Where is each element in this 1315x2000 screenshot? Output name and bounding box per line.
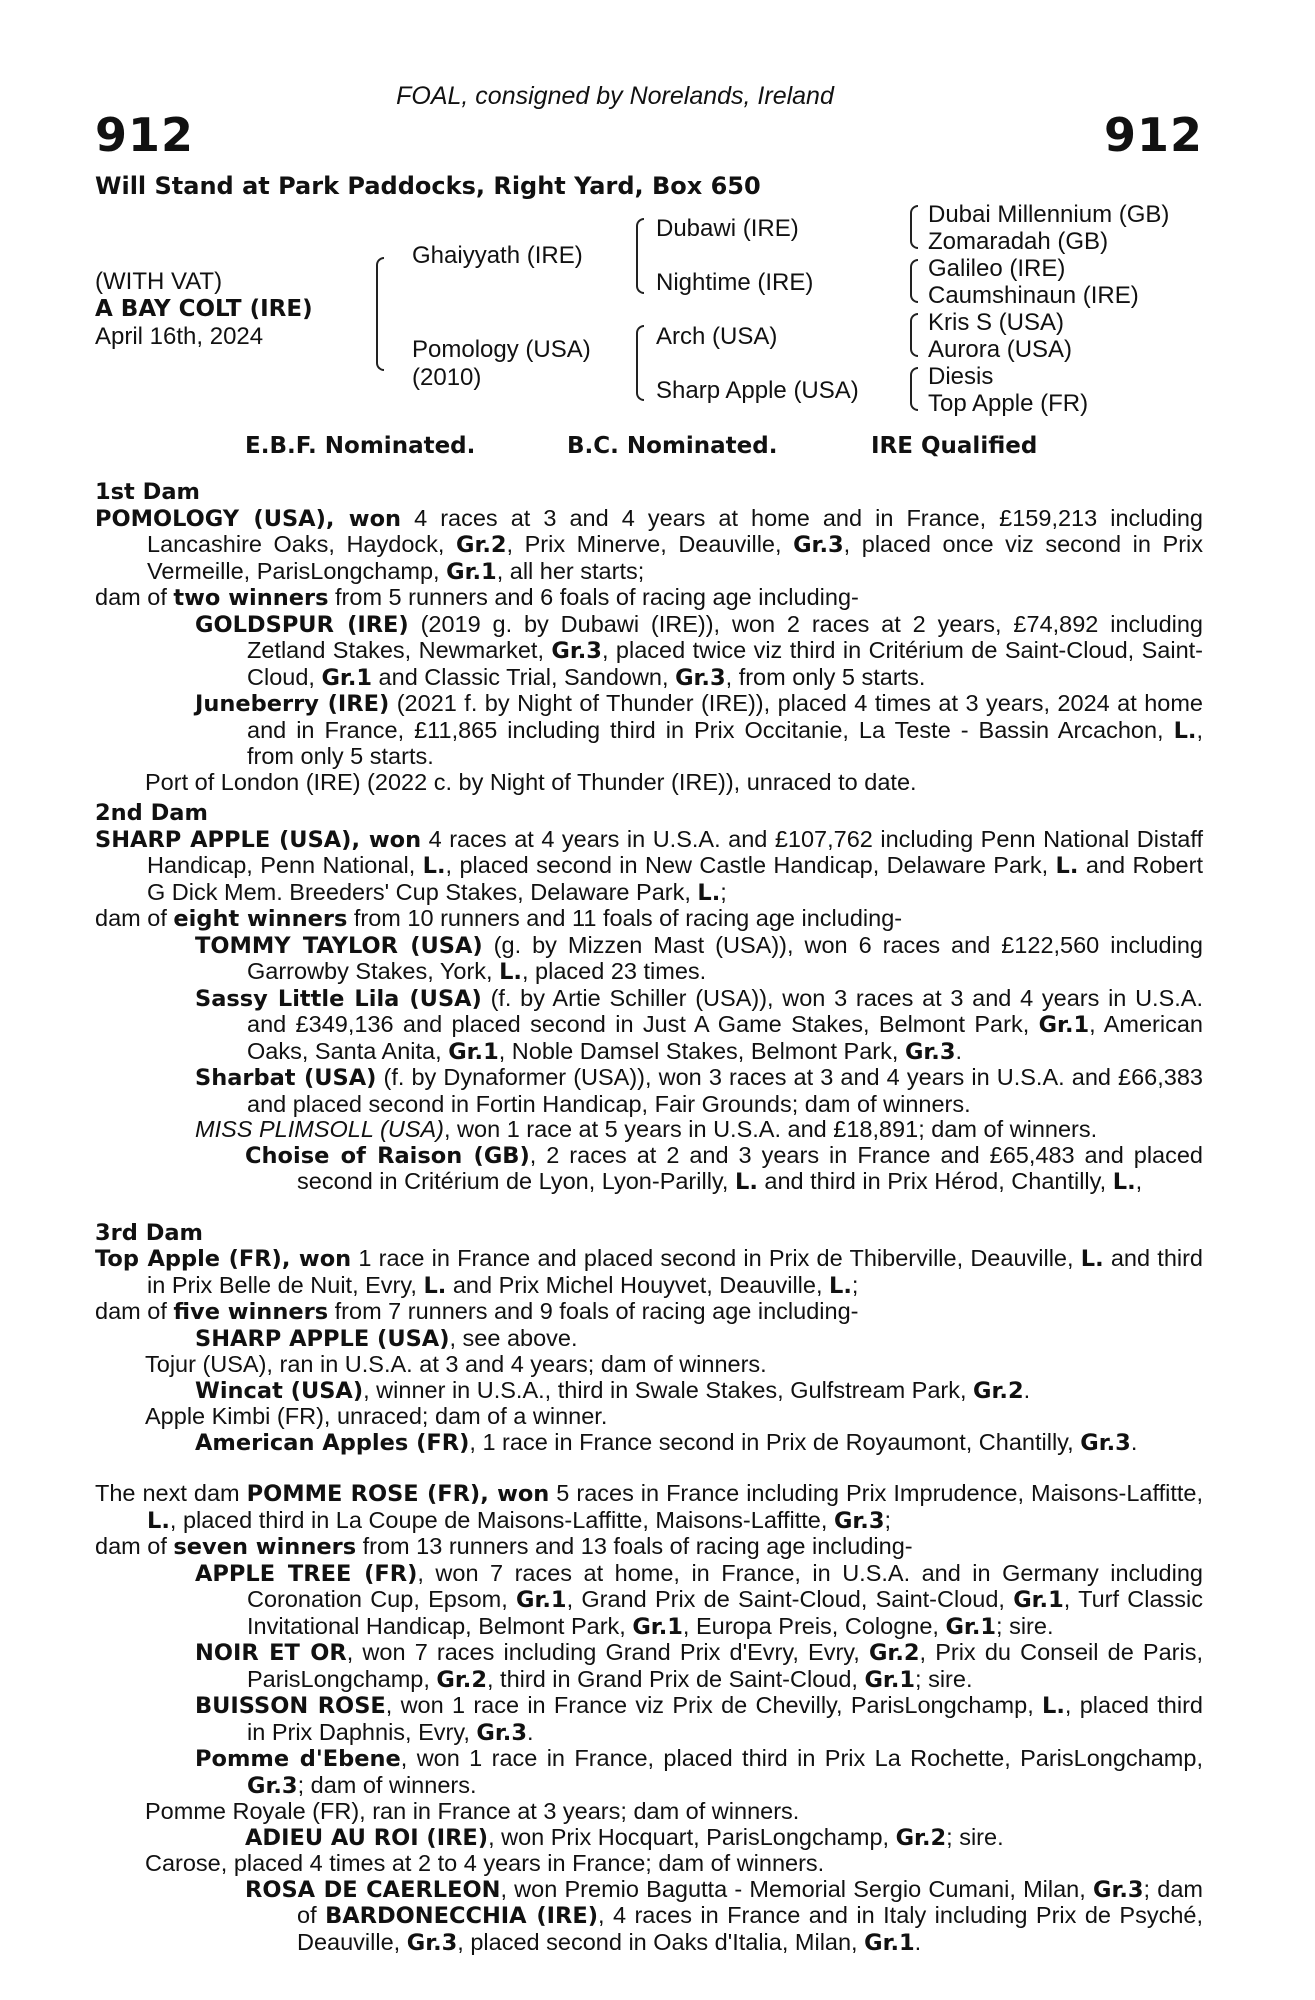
section-heading-3rd-dam: 3rd Dam	[95, 1219, 203, 1246]
produce-sharp-apple: SHARP APPLE (USA), see above.	[195, 1324, 578, 1352]
produce-pomme-debene: Pomme d'Ebene, won 1 race in France, placed third in Prix La Rochette, ParisLongchamp, Gr.3; dam of winners.	[195, 1745, 1203, 1799]
first-dam-produce-summary: dam of two winners from 5 runners and 6 foals of racing age including-	[95, 584, 859, 611]
first-dam-name: POMOLOGY (USA)	[95, 505, 326, 532]
pedigree-brace-2b	[636, 325, 644, 401]
ancestor-1: Dubai Millennium (GB)	[928, 201, 1170, 228]
lot-number-right: 912	[1103, 108, 1203, 162]
foaling-date: April 16th, 2024	[95, 323, 264, 350]
sire-name: Ghaiyyath (IRE)	[412, 242, 583, 269]
third-dam-record: Top Apple (FR), won 1 race in France and placed second in Prix de Thiberville, Deauville, L. and third in Prix Belle de Nuit, Evry, L. and Prix Michel Houyvet, Deauville, L.;	[95, 1245, 1203, 1299]
produce-choise-of-raison: Choise of Raison (GB), 2 races at 2 and 3 years in France and £65,483 and placed second in Critérium de Lyon, Lyon-Parilly, L. and third in Prix Hérod, Chantilly, L.,	[245, 1141, 1203, 1195]
produce-rosa-de-caerleon: ROSA DE CAERLEON, won Premio Bagutta - Memorial Sergio Cumani, Milan, Gr.3; dam of BARDONECCHIA (IRE), 4 races in France and in Italy including Prix de Psyché, Deauville, Gr.3, placed second in Oaks d'Italia, Milan, Gr.1.	[245, 1875, 1203, 1956]
dam-name: Pomology (USA)	[412, 336, 591, 363]
fourth-dam-record: The next dam POMME ROSE (FR), won 5 races in France including Prix Imprudence, Maisons-Laffitte, L., placed third in La Coupe de Maisons-Laffitte, Maisons-Laffitte, Gr.3;	[95, 1480, 1203, 1534]
produce-pomme-royale: Pomme Royale (FR), ran in France at 3 years; dam of winners.	[145, 1798, 800, 1824]
stand-location: Will Stand at Park Paddocks, Right Yard, Box 650	[95, 172, 761, 200]
ancestor-7: Diesis	[928, 363, 994, 390]
sire-dam-name: Nightime (IRE)	[656, 269, 814, 296]
ancestor-2: Zomaradah (GB)	[928, 228, 1109, 255]
second-dam-produce-summary: dam of eight winners from 10 runners and 11 foals of racing age including-	[95, 905, 903, 932]
section-heading-1st-dam: 1st Dam	[95, 479, 200, 505]
vat-note: (WITH VAT)	[95, 268, 223, 295]
produce-goldspur: GOLDSPUR (IRE) (2019 g. by Dubawi (IRE)), won 2 races at 2 years, £74,892 including Zetland Stakes, Newmarket, Gr.3, placed twice viz third in Critérium de Saint-Cloud, Saint-Cloud, Gr.1 and Classic Trial, Sandown, Gr.3, from only 5 starts.	[195, 610, 1204, 691]
ebf-nomination: E.B.F. Nominated.	[245, 433, 476, 459]
dam-dam-name: Sharp Apple (USA)	[656, 377, 859, 404]
first-dam-won: won	[348, 505, 402, 532]
produce-sharbat: Sharbat (USA) (f. by Dynaformer (USA)), won 3 races at 3 and 4 years in U.S.A. and £66,383 and placed second in Fortin Handicap, Fair Grounds; dam of winners.	[195, 1064, 1203, 1117]
consignor-line: FOAL, consigned by Norelands, Ireland	[396, 82, 834, 110]
first-dam-record: POMOLOGY (USA), won 4 races at 3 and 4 years at home and in France, £159,213 including Lancashire Oaks, Haydock, Gr.2, Prix Minerve, Deauville, Gr.3, placed once viz second in Prix Vermeille, ParisLongchamp, Gr.1, all her starts;	[95, 504, 1204, 585]
produce-apple-tree: APPLE TREE (FR), won 7 races at home, in France, in U.S.A. and in Germany including Coronation Cup, Epsom, Gr.1, Grand Prix de Saint-Cloud, Saint-Cloud, Gr.1, Turf Classic Invitational Handicap, Belmont Park, Gr.1, Europa Preis, Cologne, Gr.1; sire.	[195, 1559, 1204, 1640]
dam-year: (2010)	[412, 364, 482, 391]
pedigree-brace-3a	[910, 205, 918, 249]
lot-number-left: 912	[95, 108, 195, 162]
ancestor-5: Kris S (USA)	[928, 309, 1065, 336]
pedigree-brace-2a	[636, 218, 644, 294]
produce-miss-plimsoll: MISS PLIMSOLL (USA), won 1 race at 5 years in U.S.A. and £18,891; dam of winners.	[195, 1116, 1098, 1142]
produce-buisson-rose: BUISSON ROSE, won 1 race in France viz Prix de Chevilly, ParisLongchamp, L., placed third in Prix Daphnis, Evry, Gr.3.	[195, 1692, 1203, 1746]
pedigree-brace-3b	[910, 259, 918, 303]
dam-sire-name: Arch (USA)	[656, 323, 778, 350]
produce-sassy-little-lila: Sassy Little Lila (USA) (f. by Artie Schiller (USA)), won 3 races at 3 and 4 years in U.S.A. and £349,136 and placed second in Just A Game Stakes, Belmont Park, Gr.1, American Oaks, Santa Anita, Gr.1, Noble Damsel Stakes, Belmont Park, Gr.3.	[195, 984, 1203, 1065]
produce-apple-kimbi: Apple Kimbi (FR), unraced; dam of a winner.	[145, 1403, 608, 1429]
pedigree-brace-1	[376, 257, 384, 371]
produce-tojur: Tojur (USA), ran in U.S.A. at 3 and 4 years; dam of winners.	[145, 1351, 767, 1377]
pedigree-brace-3d	[910, 367, 918, 411]
produce-juneberry: Juneberry (IRE) (2021 f. by Night of Thunder (IRE)), placed 4 times at 3 years, 2024 at home and in France, £11,865 including third in Prix Occitanie, La Teste - Bassin Arcachon, L., from only 5 starts.	[195, 690, 1203, 769]
ancestor-6: Aurora (USA)	[928, 336, 1073, 363]
ancestor-4: Caumshinaun (IRE)	[928, 282, 1139, 309]
ire-qualification: IRE Qualified	[871, 433, 1038, 459]
third-dam-produce-summary: dam of five winners from 7 runners and 9 foals of racing age including-	[95, 1298, 859, 1325]
produce-american-apples: American Apples (FR), 1 race in France second in Prix de Royaumont, Chantilly, Gr.3.	[195, 1428, 1138, 1456]
produce-adieu-au-roi: ADIEU AU ROI (IRE), won Prix Hocquart, ParisLongchamp, Gr.2; sire.	[245, 1823, 1004, 1851]
second-dam-record: SHARP APPLE (USA), won 4 races at 4 years in U.S.A. and £107,762 including Penn National Distaff Handicap, Penn National, L., placed second in New Castle Handicap, Delaware Park, L. and Robert G Dick Mem. Breeders' Cup Stakes, Delaware Park, L.;	[95, 825, 1203, 906]
catalogue-body	[95, 480, 1203, 1956]
horse-name: A BAY COLT (IRE)	[95, 296, 313, 322]
produce-carose: Carose, placed 4 times at 2 to 4 years in France; dam of winners.	[145, 1850, 825, 1876]
produce-wincat: Wincat (USA), winner in U.S.A., third in Swale Stakes, Gulfstream Park, Gr.2.	[195, 1376, 1031, 1404]
sire-sire-name: Dubawi (IRE)	[656, 215, 799, 242]
pedigree-brace-3c	[910, 313, 918, 357]
bc-nomination: B.C. Nominated.	[567, 433, 778, 459]
produce-port-of-london: Port of London (IRE) (2022 c. by Night of Thunder (IRE)), unraced to date.	[145, 768, 917, 795]
ancestor-8: Top Apple (FR)	[928, 390, 1089, 417]
section-heading-2nd-dam: 2nd Dam	[95, 800, 208, 826]
fourth-dam-produce-summary: dam of seven winners from 13 runners and 13 foals of racing age including-	[95, 1533, 913, 1560]
produce-noir-et-or: NOIR ET OR, won 7 races including Grand Prix d'Evry, Evry, Gr.2, Prix du Conseil de Paris, ParisLongchamp, Gr.2, third in Grand Prix de Saint-Cloud, Gr.1; sire.	[195, 1639, 1204, 1693]
ancestor-3: Galileo (IRE)	[928, 255, 1066, 282]
produce-tommy-taylor: TOMMY TAYLOR (USA) (g. by Mizzen Mast (USA)), won 6 races and £122,560 including Garrowby Stakes, York, L., placed 23 times.	[195, 931, 1203, 985]
